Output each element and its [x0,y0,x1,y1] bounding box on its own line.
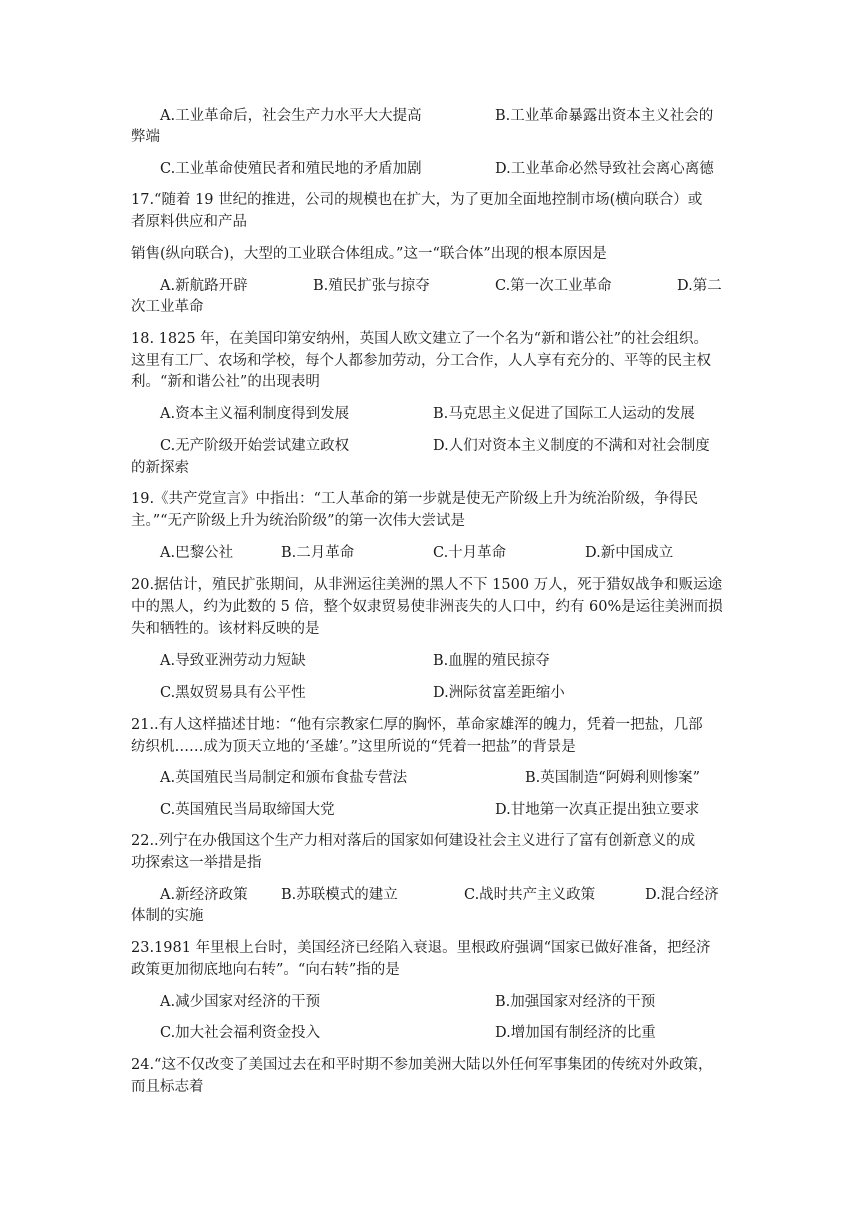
q18-stem-line2: 这里有工厂、农场和学校，每个人都参加劳动，分工合作，人人享有充分的、平等的民主权 [131,353,711,369]
q17-stem-line1: 17.“随着 19 世纪的推进，公司的规模也在扩大，为了更加全面地控制市场(横向联合）或 [131,192,703,208]
q17-option-c: C.第一次工业革命 [495,278,612,294]
q20-stem-line1: 20.据估计，殖民扩张期间，从非洲运往美洲的黑人不下 1500 万人，死于猎奴战争和贩运途 [131,577,723,593]
q22-stem-line1: 22..列宁在办俄国这个生产力相对落后的国家如何建设社会主义进行了富有创新意义的成 [131,833,696,849]
q16-option-c: C.工业革命使殖民者和殖民地的矛盾加剧 [160,161,422,177]
q18-option-a: A.资本主义福利制度得到发展 [160,406,350,422]
q20-option-a: A.导致亚洲劳动力短缺 [160,653,306,669]
q16-option-b: B.工业革命暴露出资本主义社会的 [495,108,714,124]
q21-option-a: A.英国殖民当局制定和颁布食盐专营法 [160,770,408,786]
q20-option-b: B.血腥的殖民掠夺 [433,653,550,669]
q20-stem-line3: 失和牺牲的。该材料反映的是 [131,621,320,637]
q17-option-d-cont: 次工业革命 [131,299,204,315]
q18-option-d: D.人们对资本主义制度的不满和对社会制度 [433,438,710,454]
q21-option-b: B.英国制造“阿姆利则惨案” [525,770,701,786]
q18-option-d-cont: 的新探索 [131,460,189,476]
q23-option-d: D.增加国有制经济的比重 [495,1025,656,1041]
q23-option-c: C.加大社会福利资金投入 [160,1025,321,1041]
q16-option-a: A.工业革命后，社会生产力水平大大提高 [160,108,422,124]
q22-option-c: C.战时共产主义政策 [464,887,596,903]
q16-option-b-cont: 弊端 [131,129,160,145]
q22-option-d: D.混合经济 [645,887,719,903]
q20-stem-line2: 中的黑人，约为此数的 5 倍，整个奴隶贸易使非洲丧失的人口中，约有 60%是运往美洲而损 [131,599,723,615]
q19-stem-line2: 主。”“无产阶级上升为统治阶级”的第一次伟大尝试是 [131,513,465,529]
q22-stem-line2: 功探索这一举措是指 [131,855,262,871]
q18-stem-line1: 18. 1825 年，在美国印第安纳州，英国人欧文建立了一个名为“新和谐公社”的社会组织。 [131,331,709,347]
q20-option-d: D.洲际贫富差距缩小 [433,685,565,701]
q19-option-c: C.十月革命 [433,545,507,561]
q17-option-d: D.第二 [677,278,722,294]
q22-option-d-cont: 体制的实施 [131,908,204,924]
q24-stem-line2: 而且标志着 [131,1079,204,1095]
q22-option-a: A.新经济政策 [160,887,248,903]
q23-option-a: A.减少国家对经济的干预 [160,994,321,1010]
q19-stem-line1: 19.《共产党宣言》中指出：“工人革命的第一步就是使无产阶级上升为统治阶级，争得民 [131,491,698,507]
q19-option-d: D.新中国成立 [585,545,674,561]
q21-stem-line2: 纺织机……成为顶天立地的‘圣雄’。”这里所说的“凭着一把盐”的背景是 [131,739,576,755]
q18-option-b: B.马克思主义促进了国际工人运动的发展 [433,406,695,422]
q18-option-c: C.无产阶级开始尝试建立政权 [160,438,350,454]
q19-option-b: B.二月革命 [281,545,355,561]
q18-stem-line3: 利。“新和谐公社”的出现表明 [131,374,320,390]
q22-option-b: B.苏联模式的建立 [281,887,398,903]
q17-stem-line2: 者原料供应和产品 [131,214,247,230]
q17-option-b: B.殖民扩张与掠夺 [313,278,430,294]
q21-option-d: D.甘地第一次真正提出独立要求 [495,802,700,818]
q21-stem-line1: 21..有人这样描述甘地：“他有宗教家仁厚的胸怀，革命家雄浑的魄力，凭着一把盐，几部 [131,717,703,733]
q20-option-c: C.黑奴贸易具有公平性 [160,685,306,701]
q17-option-a: A.新航路开辟 [160,278,248,294]
q16-option-d: D.工业革命必然导致社会离心离德 [495,161,714,177]
q17-stem-line3: 销售(纵向联合)，大型的工业联合体组成。”这一“联合体”出现的根本原因是 [131,246,607,262]
q24-stem-line1: 24.“这不仅改变了美国过去在和平时期不参加美洲大陆以外任何军事集团的传统对外政策， [131,1057,713,1073]
q23-stem-line2: 政策更加彻底地向右转”。“向右转”指的是 [131,962,400,978]
q21-option-c: C.英国殖民当局取缔国大党 [160,802,335,818]
q19-option-a: A.巴黎公社 [160,545,234,561]
q23-option-b: B.加强国家对经济的干预 [495,994,656,1010]
q23-stem-line1: 23.1981 年里根上台时，美国经济已经陷入衰退。里根政府强调“国家已做好准备，把经济 [131,940,711,956]
